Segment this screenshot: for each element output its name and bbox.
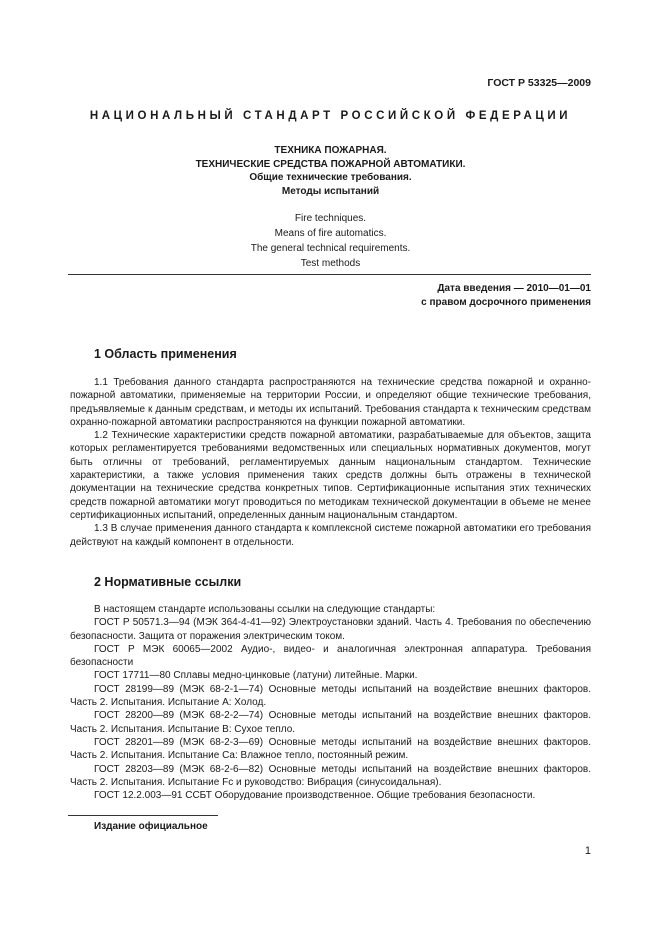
reference-item: ГОСТ 28203—89 (МЭК 68-2-6—82) Основные методы испытаний на воздействие внешних факторов. Часть 2. Испытания. Испытание Fc и руководство: Вибрация (синусоидальная). <box>70 763 591 788</box>
national-standard-banner: НАЦИОНАЛЬНЫЙ СТАНДАРТ РОССИЙСКОЙ ФЕДЕРАЦИИ <box>89 110 572 122</box>
early-application: с правом досрочного применения <box>421 297 591 308</box>
intro-date: Дата введения — 2010—01—01 <box>437 283 591 294</box>
title-line: Общие технические требования. <box>249 172 412 183</box>
page-number: 1 <box>584 845 591 857</box>
reference-item: ГОСТ 28199—89 (МЭК 68-2-1—74) Основные методы испытаний на воздействие внешних факторов. Часть 2. Испытания. Испытание А: Холод. <box>70 683 591 709</box>
title-line: Методы испытаний <box>281 185 380 197</box>
reference-item: ГОСТ Р 50571.3—94 (МЭК 364-4-41—92) Электроустановки зданий. Часть 4. Требования по обеспечению безопасности. Защита от поражения электрическим током. <box>70 617 591 642</box>
title-en-line: The general technical requirements. <box>250 243 411 254</box>
reference-item: ГОСТ Р МЭК 60065—2002 Аудио-, видео- и аналогичная электронная аппаратура. Требования безопасности <box>70 643 591 669</box>
divider <box>68 274 591 275</box>
title-english <box>70 211 591 271</box>
title-en-line: Means of fire automatics. <box>274 228 387 239</box>
title-en-line: Test methods <box>300 258 361 269</box>
paragraph: 1.3 В случае применения данного стандарта к комплексной системе пожарной автоматики его требования действуют на каждый компонент в отдельности. <box>70 523 591 548</box>
footer-divider <box>68 815 218 816</box>
title-en-line: Fire techniques. <box>294 213 367 224</box>
section-heading-scope: 1 Область применения <box>94 347 237 361</box>
section-heading-references: 2 Нормативные ссылки <box>94 575 242 589</box>
paragraph: 1.2 Технические характеристики средств пожарной автоматики, разрабатываемые для объектов, защита которых регламентируется требованиями ведомственных или специальных нормативных документов, могут быть отличны от требований, регламентируемых данным национальным стандартом. Технические характеристики, а также условия применения таких средств должны быть отражены в технической документации на технические средства конкретных типов. Сертификационные испытания этих технических средств пожарной автоматики могут проводиться по методикам технической документации в объеме не менее сертификационных испытаний, определенных данным национальным стандартом. <box>70 430 591 521</box>
title-russian <box>70 144 591 198</box>
references-list <box>70 603 591 802</box>
official-edition-label: Издание официальное <box>94 821 208 832</box>
standard-number: ГОСТ Р 53325—2009 <box>487 77 591 89</box>
reference-item: ГОСТ 12.2.003—91 ССБТ Оборудование производственное. Общие требования безопасности. <box>94 790 536 802</box>
reference-item: ГОСТ 28200—89 (МЭК 68-2-2—74) Основные методы испытаний на воздействие внешних факторов. Часть 2. Испытания. Испытание В: Сухое тепло. <box>70 710 591 735</box>
reference-item: ГОСТ 17711—80 Сплавы медно-цинковые (латуни) литейные. Марки. <box>94 670 418 682</box>
introduction-date <box>421 282 591 310</box>
paragraph: 1.1 Требования данного стандарта распространяются на технические средства пожарной и охранно-пожарной автоматики, применяемые на территории России, и определяют общие технические требования, предъявляемые к данным средствам, и методы их испытаний. Требования стандарта к техническим средствам охранно-пожарной автоматики распространяются на функции пожарной автоматики. <box>70 377 591 428</box>
title-line: ТЕХНИЧЕСКИЕ СРЕДСТВА ПОЖАРНОЙ АВТОМАТИКИ. <box>195 158 466 170</box>
title-line: ТЕХНИКА ПОЖАРНАЯ. <box>274 145 387 156</box>
references-intro: В настоящем стандарте использованы ссылки на следующие стандарты: <box>94 604 436 615</box>
section-scope-body <box>70 376 591 549</box>
reference-item: ГОСТ 28201—89 (МЭК 68-2-3—69) Основные методы испытаний на воздействие внешних факторов. Часть 2. Испытания. Испытание Са: Влажное тепло, постоянный режим. <box>70 736 591 762</box>
